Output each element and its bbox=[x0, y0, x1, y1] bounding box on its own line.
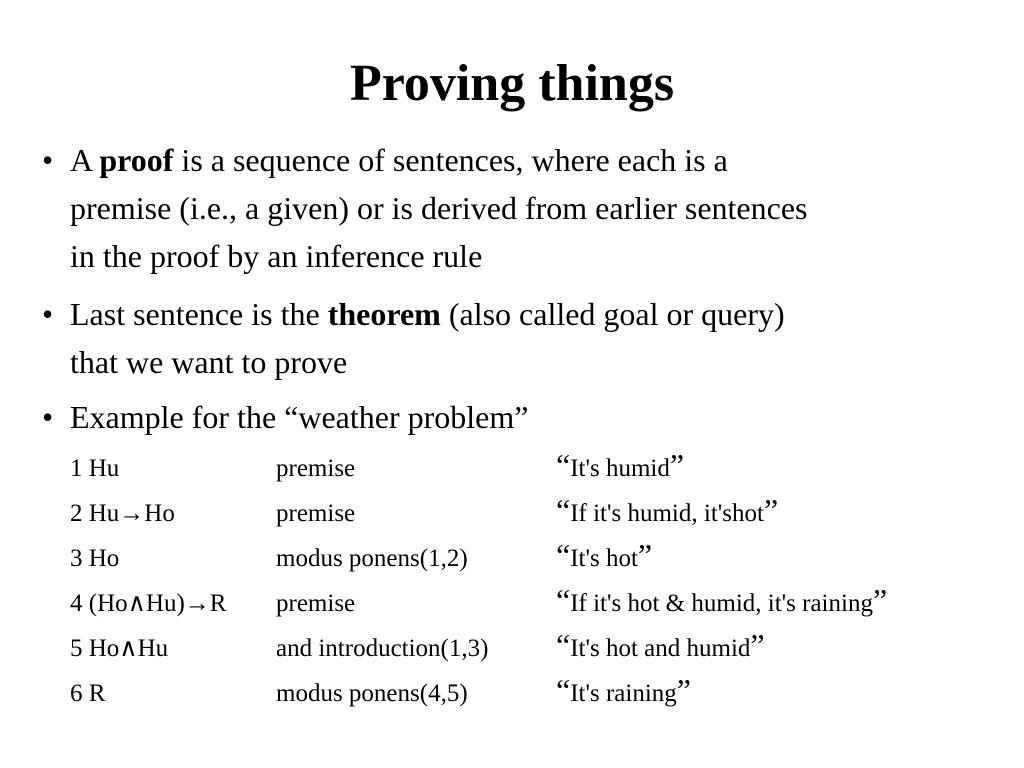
proof-step: 4 (Ho∧Hu)→R bbox=[70, 590, 227, 617]
text-fragment: (also called goal or query) bbox=[440, 296, 785, 332]
open-quote: “ bbox=[284, 399, 299, 435]
close-quote: ” bbox=[676, 672, 691, 708]
open-quote: “ bbox=[556, 672, 571, 708]
bold-term-theorem: theorem bbox=[327, 296, 441, 332]
open-quote: “ bbox=[556, 447, 571, 483]
bullet-dot: • bbox=[42, 296, 54, 332]
proof-rule: and introduction(1,3) bbox=[276, 635, 489, 662]
bullet-text bbox=[70, 136, 1000, 280]
bullet-text bbox=[70, 393, 1000, 441]
proof-step: 6 R bbox=[70, 680, 106, 707]
proof-rule: premise bbox=[276, 500, 356, 527]
slide-title: Proving things bbox=[349, 55, 675, 112]
text-fragment: Example for the bbox=[70, 399, 285, 435]
text-fragment: Last sentence is the bbox=[70, 296, 328, 332]
close-quote: ” bbox=[872, 582, 888, 618]
proof-step: 5 Ho∧Hu bbox=[70, 635, 169, 662]
proof-english bbox=[556, 581, 887, 626]
bullet-dot: • bbox=[42, 399, 54, 435]
text-line: in the proof by an inference rule bbox=[70, 238, 483, 274]
proof-english bbox=[556, 536, 652, 581]
bullet-dot: • bbox=[42, 142, 54, 178]
proof-rule: modus ponens(4,5) bbox=[276, 680, 468, 707]
proof-rule: premise bbox=[276, 590, 356, 617]
proof-english bbox=[556, 671, 691, 716]
text-line: that we want to prove bbox=[70, 344, 348, 380]
open-quote: “ bbox=[556, 627, 571, 663]
text-line: premise (i.e., a given) or is derived from earlier sentences bbox=[70, 190, 808, 226]
close-quote: ” bbox=[514, 399, 529, 435]
english-text: It's raining bbox=[570, 680, 677, 707]
close-quote: ” bbox=[763, 492, 779, 528]
quoted-text: weather problem bbox=[298, 399, 515, 435]
open-quote: “ bbox=[556, 582, 571, 618]
open-quote: “ bbox=[556, 537, 571, 573]
english-text: It's humid bbox=[570, 455, 670, 482]
proof-english bbox=[556, 491, 778, 536]
bold-term-proof: proof bbox=[99, 142, 174, 178]
english-text: If it's hot & humid, it's raining bbox=[570, 590, 873, 617]
close-quote: ” bbox=[750, 627, 765, 663]
open-quote: “ bbox=[556, 492, 571, 528]
close-quote: ” bbox=[637, 537, 653, 573]
text-fragment: is a sequence of sentences, where each is a bbox=[173, 142, 728, 178]
proof-rule: premise bbox=[276, 455, 356, 482]
proof-step: 2 Hu→Ho bbox=[70, 500, 175, 527]
proof-rule: modus ponens(1,2) bbox=[276, 545, 468, 572]
proof-step: 1 Hu bbox=[70, 455, 120, 482]
proof-english bbox=[556, 446, 684, 491]
english-text: It's hot bbox=[570, 545, 638, 572]
proof-step: 3 Ho bbox=[70, 545, 120, 572]
proof-english bbox=[556, 626, 765, 671]
english-text: It's hot and humid bbox=[570, 635, 751, 662]
close-quote: ” bbox=[669, 447, 685, 483]
bullet-text bbox=[70, 290, 1000, 386]
english-text: If it's humid, it'shot bbox=[570, 500, 764, 527]
text-fragment: A bbox=[70, 142, 100, 178]
